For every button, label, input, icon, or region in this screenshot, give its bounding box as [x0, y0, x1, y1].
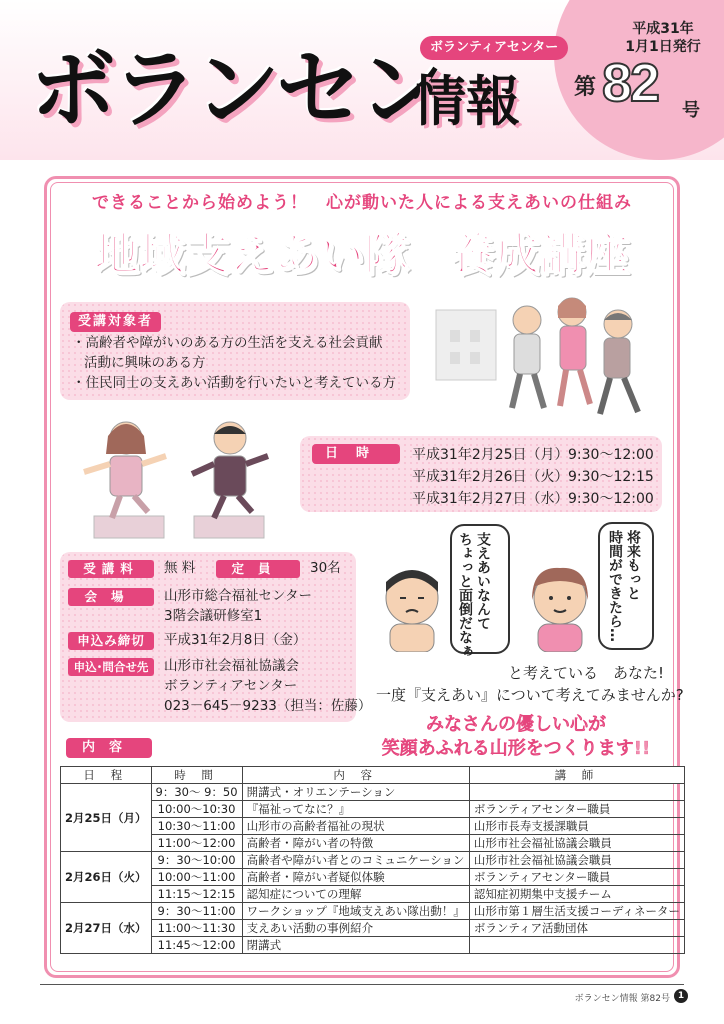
schedule-table — [60, 766, 685, 954]
table-row — [61, 835, 685, 852]
header-content: 内 容 — [242, 767, 469, 784]
footer-text: ボランセン情報 第82号 — [574, 994, 670, 1004]
speech-bubble-left-text: 支えあいなんて ちょっと面倒だなぁ — [457, 532, 491, 658]
message-line-1: と考えている あなた! — [508, 664, 665, 682]
contact-line-1: 山形市社会福祉協議会 — [164, 658, 299, 674]
date-label: 日時 — [312, 444, 400, 464]
content-label: 内容 — [66, 738, 152, 758]
content-cell: ワークショップ『地域支えあい隊出動！』 — [242, 903, 469, 920]
walking-people-illustration — [432, 290, 652, 420]
day-cell-2: 2月26日（火） — [61, 852, 152, 903]
content-cell: 高齢者や障がい者とのコミュニケーション — [242, 852, 469, 869]
issue-number: 82 — [602, 53, 659, 113]
time-cell: 9：30～10:00 — [151, 852, 242, 869]
time-cell: 10:00～10:30 — [151, 801, 242, 818]
time-cell: 11:00～12:00 — [151, 835, 242, 852]
thinking-woman-illustration — [520, 560, 600, 652]
time-cell: 11:45～12:00 — [151, 937, 242, 954]
issue-date — [608, 20, 718, 56]
table-row — [61, 818, 685, 835]
content-cell: 認知症についての理解 — [242, 886, 469, 903]
header-day: 日 程 — [61, 767, 152, 784]
time-cell: 10:30～11:00 — [151, 818, 242, 835]
fee-value: 無 料 — [164, 560, 196, 576]
message-pink-2: 笑顔あふれる山形をつくります!! — [381, 738, 651, 759]
header-time: 時 間 — [151, 767, 242, 784]
content-cell: 『福祉ってなに？』 — [242, 801, 469, 818]
deadline-label: 申込み締切 — [68, 632, 154, 650]
newsletter-title: ボランセン — [30, 40, 440, 140]
table-row — [61, 937, 685, 954]
day-cell-3: 2月27日（水） — [61, 903, 152, 954]
newsletter-subtitle: 情報 — [412, 70, 520, 133]
date-row-2 — [412, 466, 654, 486]
date-row-1-time: 9:30～12:00 — [568, 447, 654, 463]
table-row — [61, 920, 685, 937]
course-title-right: 養成講座 — [449, 229, 630, 280]
content-cell: 山形市の高齢者福祉の現状 — [242, 818, 469, 835]
content-cell: 閉講式 — [242, 937, 469, 954]
issue-go: 号 — [682, 100, 700, 121]
venue-label: 会場 — [68, 588, 154, 606]
day-cell-1: 2月25日（月） — [61, 784, 152, 852]
table-row — [61, 801, 685, 818]
page-number: 1 — [674, 989, 688, 1003]
date-row-3 — [412, 488, 654, 508]
contact-line-3: 023－645－9233（担当：佐藤） — [164, 698, 372, 714]
table-row — [61, 784, 685, 801]
catch-copy: できることから始めよう！ 心が動いた人による支えあいの仕組み — [92, 193, 632, 213]
issue-dai: 第 — [574, 75, 597, 100]
course-title — [60, 218, 664, 282]
venue-line-2: 3階会議研修室1 — [164, 608, 263, 624]
message-pink-1: みなさんの優しい心が — [426, 714, 606, 735]
deadline-value: 平成31年2月8日（金） — [164, 632, 307, 648]
worried-man-illustration — [372, 560, 452, 652]
venue-line-1: 山形市総合福祉センター — [164, 588, 312, 604]
lecturer-cell: ボランティアセンター職員 — [469, 801, 684, 818]
lecturer-cell — [469, 784, 684, 801]
contact-label: 申込･問合せ先 — [68, 658, 154, 676]
target-line-3: ・住民同士の支えあい活動を行いたいと考えている方 — [72, 375, 396, 391]
fee-label: 受講料 — [68, 560, 154, 578]
footer-divider — [40, 984, 684, 985]
time-cell: 9：30～ 9：50 — [151, 784, 242, 801]
issue-date-day: 1月1日発行 — [625, 39, 701, 55]
capacity-value: 30名 — [310, 560, 341, 576]
stepping-people-illustration — [64, 412, 294, 544]
speech-bubble-right-text: 将来もっと 時間ができたら… — [607, 530, 641, 642]
table-row — [61, 852, 685, 869]
table-row — [61, 869, 685, 886]
lecturer-cell: 山形市第１層生活支援コーディネーター — [469, 903, 684, 920]
issue-date-year: 平成31年 — [632, 21, 694, 37]
header-lecturer: 講 師 — [469, 767, 684, 784]
message-line-2: 一度『支えあい』について考えてみませんか? — [376, 686, 684, 704]
time-cell: 10:00～11:00 — [151, 869, 242, 886]
lecturer-cell: 山形市社会福祉協議会職員 — [469, 835, 684, 852]
lecturer-cell: 認知症初期集中支援チーム — [469, 886, 684, 903]
lecturer-cell: 山形市社会福祉協議会職員 — [469, 852, 684, 869]
time-cell: 9：30～11:00 — [151, 903, 242, 920]
content-cell: 支えあい活動の事例紹介 — [242, 920, 469, 937]
date-row-1-date: 平成31年2月25日（月） — [412, 447, 569, 463]
lecturer-cell: ボランティアセンター職員 — [469, 869, 684, 886]
date-row-2-time: 9:30～12:15 — [568, 469, 654, 485]
target-line-2: 活動に興味のある方 — [84, 355, 206, 371]
volunteer-center-tag: ボランティアセンター — [420, 36, 568, 60]
lecturer-cell: 山形市長寿支援課職員 — [469, 818, 684, 835]
table-row — [61, 903, 685, 920]
date-row-2-date: 平成31年2月26日（火） — [412, 469, 569, 485]
lecturer-cell: ボランティア活動団体 — [469, 920, 684, 937]
time-cell: 11:15～12:15 — [151, 886, 242, 903]
target-label: 受講対象者 — [70, 312, 161, 332]
date-row-3-time: 9:30～12:00 — [568, 491, 654, 507]
target-line-1: ・高齢者や障がいのある方の生活を支える社会貢献 — [72, 335, 383, 351]
table-row — [61, 886, 685, 903]
date-row-1 — [412, 444, 654, 464]
date-row-3-date: 平成31年2月27日（水） — [412, 491, 569, 507]
capacity-label: 定員 — [216, 560, 300, 578]
content-cell: 開講式・オリエンテーション — [242, 784, 469, 801]
time-cell: 11:00～11:30 — [151, 920, 242, 937]
lecturer-cell — [469, 937, 684, 954]
content-cell: 高齢者・障がい者の特徴 — [242, 835, 469, 852]
content-cell: 高齢者・障がい者疑似体験 — [242, 869, 469, 886]
schedule-header-row — [61, 767, 685, 784]
course-title-left: 地域支えあい隊 — [94, 229, 410, 280]
contact-line-2: ボランティアセンター — [164, 678, 298, 694]
